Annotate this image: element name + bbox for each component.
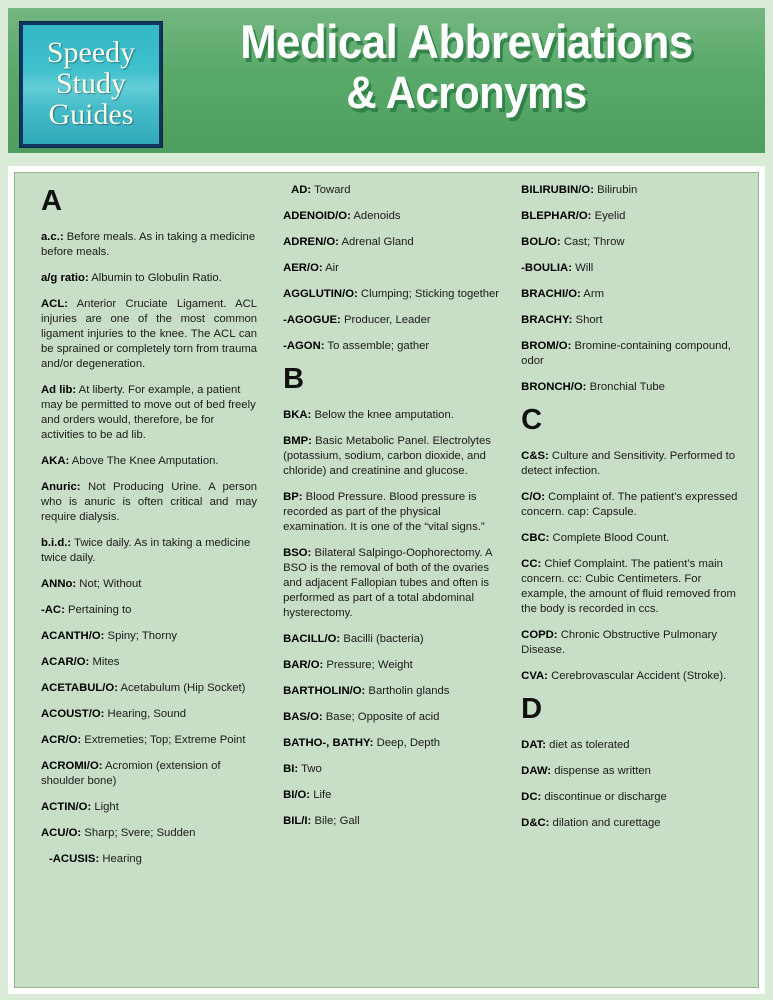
glossary-entry bbox=[41, 681, 257, 696]
glossary-entry bbox=[41, 536, 257, 566]
entry-definition: Chief Complaint. The patient’s main concern. cc: Cubic Centimeters. For example, the amount of fluid removed from the body is recorded in ccs. bbox=[521, 558, 736, 616]
glossary-entry bbox=[41, 603, 257, 618]
entry-term: C&S: bbox=[521, 450, 549, 463]
entry-term: ADREN/O: bbox=[283, 236, 339, 249]
glossary-column-2 bbox=[269, 183, 509, 979]
entry-definition: Air bbox=[322, 262, 339, 275]
entry-definition: Bile; Gall bbox=[311, 815, 360, 828]
glossary-entry bbox=[521, 235, 742, 250]
entry-term: DAT: bbox=[521, 739, 547, 752]
letter-heading-a: A bbox=[41, 185, 62, 217]
glossary-entry bbox=[283, 313, 499, 328]
entry-definition: Arm bbox=[580, 288, 605, 301]
entry-definition: dispense as written bbox=[551, 765, 651, 778]
entry-definition: Adenoids bbox=[350, 210, 401, 223]
entry-definition: Acetabulum (Hip Socket) bbox=[117, 682, 246, 695]
entry-term: BSO: bbox=[283, 547, 312, 560]
entry-term: D&C: bbox=[521, 817, 550, 830]
entry-definition: Pressure; Weight bbox=[323, 659, 413, 672]
glossary-entry bbox=[41, 655, 257, 670]
entry-term: -BOULIA: bbox=[521, 262, 572, 275]
entry-definition: Spiny; Thorny bbox=[104, 630, 178, 643]
glossary-entry bbox=[521, 490, 742, 520]
glossary-entry bbox=[521, 764, 742, 779]
glossary-entry bbox=[283, 788, 499, 803]
glossary-entry bbox=[521, 449, 742, 479]
glossary-entry bbox=[521, 313, 742, 328]
entry-term: C/O: bbox=[521, 491, 546, 504]
entry-definition: Sharp; Svere; Sudden bbox=[81, 827, 196, 840]
page-header bbox=[8, 8, 765, 153]
glossary-entry bbox=[521, 261, 742, 276]
entry-term: BP: bbox=[283, 491, 303, 504]
entry-definition: Acromion (extension of shoulder bone) bbox=[41, 760, 221, 788]
entry-term: BLEPHAR/O: bbox=[521, 210, 592, 223]
entry-term: BOL/O: bbox=[521, 236, 561, 249]
glossary-entry bbox=[41, 480, 257, 525]
glossary-entry bbox=[283, 490, 499, 535]
entry-definition: Bartholin glands bbox=[365, 685, 450, 698]
entry-term: ACTIN/O: bbox=[41, 801, 92, 814]
entry-term: BRACHI/O: bbox=[521, 288, 581, 301]
entry-definition: Bilirubin bbox=[593, 184, 638, 196]
speedy-study-guides-logo bbox=[20, 22, 162, 147]
entry-term: BI/O: bbox=[283, 789, 311, 802]
glossary-entry bbox=[283, 684, 499, 699]
entry-definition: Bromine-containing compound, odor bbox=[521, 340, 731, 368]
glossary-entry bbox=[283, 710, 499, 725]
glossary-entry bbox=[41, 230, 257, 260]
glossary-entry bbox=[283, 339, 499, 354]
content-panel bbox=[8, 166, 765, 994]
entry-term: DAW: bbox=[521, 765, 552, 778]
entry-definition: Albumin to Globulin Ratio. bbox=[88, 272, 222, 285]
entry-term: BAS/O: bbox=[283, 711, 323, 724]
entry-definition: Bilateral Salpingo-Oophorectomy. A BSO is the removal of both of the ovaries and adjacent Fallopian tubes and often is performed as part of a total abdominal hysterectomy. bbox=[283, 547, 492, 620]
letter-heading-c: C bbox=[521, 404, 542, 437]
entry-definition: Bacilli (bacteria) bbox=[340, 633, 424, 646]
entry-term: CC: bbox=[521, 558, 542, 571]
entry-term: ACOUST/O: bbox=[41, 708, 105, 721]
glossary-entry bbox=[41, 826, 257, 841]
glossary-entry bbox=[283, 261, 499, 276]
entry-term: ACETABUL/O: bbox=[41, 682, 118, 695]
entry-term: ACAR/O: bbox=[41, 656, 90, 669]
entry-definition: Bronchial Tube bbox=[586, 381, 665, 394]
entry-definition: Cerebrovascular Accident (Stroke). bbox=[547, 670, 727, 683]
entry-term: BKA: bbox=[283, 409, 312, 422]
entry-term: ANNo: bbox=[41, 578, 77, 591]
glossary-entry bbox=[283, 658, 499, 673]
entry-term: BRACHY: bbox=[521, 314, 573, 327]
entry-term: a.c.: bbox=[41, 231, 64, 243]
glossary-entry bbox=[283, 235, 499, 250]
entry-term: -ACUSIS: bbox=[49, 853, 100, 866]
entry-term: BIL/I: bbox=[283, 815, 312, 828]
entry-definition: Not Producing Urine. A person who is anuric is often critical and may require dialysis. bbox=[41, 481, 258, 524]
entry-term: BARTHOLIN/O: bbox=[283, 685, 366, 698]
glossary-entry bbox=[41, 383, 257, 443]
glossary-entry bbox=[41, 297, 257, 372]
entry-term: BATHO-, BATHY: bbox=[283, 737, 374, 750]
entry-term: ADENOID/O: bbox=[283, 210, 351, 223]
glossary-columns bbox=[23, 183, 750, 979]
entry-definition: Short bbox=[572, 314, 603, 327]
entry-definition: Not; Without bbox=[76, 578, 142, 591]
glossary-entry bbox=[41, 577, 257, 592]
glossary-entry bbox=[41, 707, 257, 722]
glossary-entry bbox=[521, 557, 742, 617]
glossary-entry bbox=[283, 183, 499, 198]
entry-definition: discontinue or discharge bbox=[541, 791, 667, 804]
entry-term: ACU/O: bbox=[41, 827, 82, 840]
entry-definition: Hearing, Sound bbox=[104, 708, 187, 721]
entry-definition: Clumping; Sticking together bbox=[357, 288, 500, 301]
content-panel-inner bbox=[14, 172, 759, 988]
entry-definition: Twice daily. As in taking a medicine twice daily. bbox=[41, 537, 251, 565]
entry-definition: To assemble; gather bbox=[324, 340, 430, 353]
entry-term: BI: bbox=[283, 763, 299, 776]
glossary-entry bbox=[41, 759, 257, 789]
entry-definition: Culture and Sensitivity. Performed to detect infection. bbox=[521, 450, 736, 478]
glossary-entry bbox=[283, 408, 499, 423]
title-line-1: Medical Abbreviations bbox=[240, 15, 693, 68]
entry-term: ACROMI/O: bbox=[41, 760, 103, 773]
glossary-entry bbox=[521, 183, 742, 198]
entry-definition: dilation and curettage bbox=[549, 817, 661, 830]
glossary-entry bbox=[283, 209, 499, 224]
glossary-entry bbox=[41, 800, 257, 815]
glossary-column-3 bbox=[509, 183, 750, 979]
entry-term: ACR/O: bbox=[41, 734, 82, 747]
title-line-2: & Acronyms bbox=[346, 67, 587, 119]
entry-term: COPD: bbox=[521, 629, 558, 642]
entry-term: Anuric: bbox=[41, 481, 81, 494]
entry-definition: Adrenal Gland bbox=[338, 236, 414, 249]
entry-term: DC: bbox=[521, 791, 542, 804]
glossary-entry bbox=[283, 736, 499, 751]
entry-definition: Will bbox=[571, 262, 594, 275]
entry-definition: Basic Metabolic Panel. Electrolytes (potassium, sodium, carbon dioxide, and chloride) and creatinine and glucose. bbox=[283, 435, 491, 478]
glossary-entry bbox=[283, 434, 499, 479]
glossary-entry bbox=[283, 762, 499, 777]
entry-definition: Light bbox=[91, 801, 119, 814]
entry-definition: diet as tolerated bbox=[546, 739, 630, 752]
glossary-entry bbox=[521, 669, 742, 684]
entry-definition: Below the knee amputation. bbox=[311, 409, 454, 422]
entry-definition: Chronic Obstructive Pulmonary Disease. bbox=[521, 629, 718, 657]
entry-term: AER/O: bbox=[283, 262, 323, 275]
entry-definition: Cast; Throw bbox=[560, 236, 625, 249]
entry-definition: Toward bbox=[311, 184, 351, 196]
entry-definition: Above The Knee Amputation. bbox=[69, 455, 219, 468]
entry-definition: Hearing bbox=[99, 853, 142, 866]
entry-definition: Before meals. As in taking a medicine before meals. bbox=[41, 231, 256, 259]
entry-term: ACANTH/O: bbox=[41, 630, 105, 643]
entry-definition: Mites bbox=[89, 656, 120, 669]
entry-definition: Pertaining to bbox=[64, 604, 132, 617]
entry-term: -AGOGUE: bbox=[283, 314, 341, 327]
glossary-entry bbox=[283, 632, 499, 647]
glossary-entry bbox=[41, 733, 257, 748]
logo-line-1: Speedy bbox=[46, 36, 136, 70]
entry-term: -AGON: bbox=[283, 340, 325, 353]
entry-term: BAR/O: bbox=[283, 659, 324, 672]
entry-term: BROM/O: bbox=[521, 340, 572, 353]
entry-definition: Base; Opposite of acid bbox=[322, 711, 440, 724]
entry-term: BRONCH/O: bbox=[521, 381, 587, 394]
page-title bbox=[176, 15, 757, 119]
entry-definition: At liberty. For example, a patient may be permitted to move out of bed freely and orders would, therefore, be for activities to be ad lib. bbox=[41, 384, 256, 442]
entry-term: b.i.d.: bbox=[41, 537, 72, 550]
glossary-entry bbox=[521, 531, 742, 546]
glossary-entry bbox=[41, 454, 257, 469]
entry-definition: Producer, Leader bbox=[340, 314, 431, 327]
entry-definition: Two bbox=[298, 763, 322, 776]
glossary-entry bbox=[41, 629, 257, 644]
entry-definition: Complete Blood Count. bbox=[549, 532, 670, 545]
glossary-entry bbox=[521, 339, 742, 369]
glossary-entry bbox=[283, 287, 499, 302]
glossary-column-1 bbox=[23, 183, 269, 979]
entry-definition: Complaint of. The patient’s expressed concern. cap: Capsule. bbox=[521, 491, 738, 519]
entry-definition: Life bbox=[310, 789, 332, 802]
entry-term: AD: bbox=[291, 184, 312, 196]
glossary-entry bbox=[41, 271, 257, 286]
entry-definition: Anterior Cruciate Ligament. ACL injuries are one of the most common ligament injuries to the knee. The ACL can be sprained or completely torn from trauma and/or degeneration. bbox=[41, 298, 258, 371]
glossary-entry bbox=[521, 287, 742, 302]
glossary-entry bbox=[283, 814, 499, 829]
glossary-entry bbox=[521, 790, 742, 805]
letter-heading-b: B bbox=[283, 363, 304, 396]
entry-definition: Eyelid bbox=[591, 210, 626, 223]
entry-definition: Blood Pressure. Blood pressure is recorded as part of the physical examination. It is one of the “vital signs.” bbox=[283, 491, 485, 534]
entry-term: CBC: bbox=[521, 532, 550, 545]
entry-term: BILIRUBIN/O: bbox=[521, 184, 594, 196]
entry-term: a/g ratio: bbox=[41, 272, 89, 285]
glossary-entry bbox=[521, 738, 742, 753]
entry-term: ACL: bbox=[41, 298, 68, 311]
glossary-entry bbox=[521, 816, 742, 831]
glossary-entry bbox=[41, 852, 257, 867]
entry-definition: Extremeties; Top; Extreme Point bbox=[81, 734, 246, 747]
entry-term: BACILL/O: bbox=[283, 633, 341, 646]
entry-term: CVA: bbox=[521, 670, 548, 683]
glossary-entry bbox=[521, 628, 742, 658]
logo-line-2: Study bbox=[55, 67, 127, 101]
entry-term: AGGLUTIN/O: bbox=[283, 288, 358, 301]
entry-term: BMP: bbox=[283, 435, 312, 448]
glossary-entry bbox=[521, 380, 742, 395]
entry-term: Ad lib: bbox=[41, 384, 77, 397]
entry-definition: Deep, Depth bbox=[373, 737, 441, 750]
entry-term: AKA: bbox=[41, 455, 70, 468]
glossary-entry bbox=[283, 546, 499, 621]
glossary-entry bbox=[521, 209, 742, 224]
logo-line-3: Guides bbox=[48, 97, 134, 131]
entry-term: -AC: bbox=[41, 604, 65, 617]
letter-heading-d: D bbox=[521, 693, 542, 726]
